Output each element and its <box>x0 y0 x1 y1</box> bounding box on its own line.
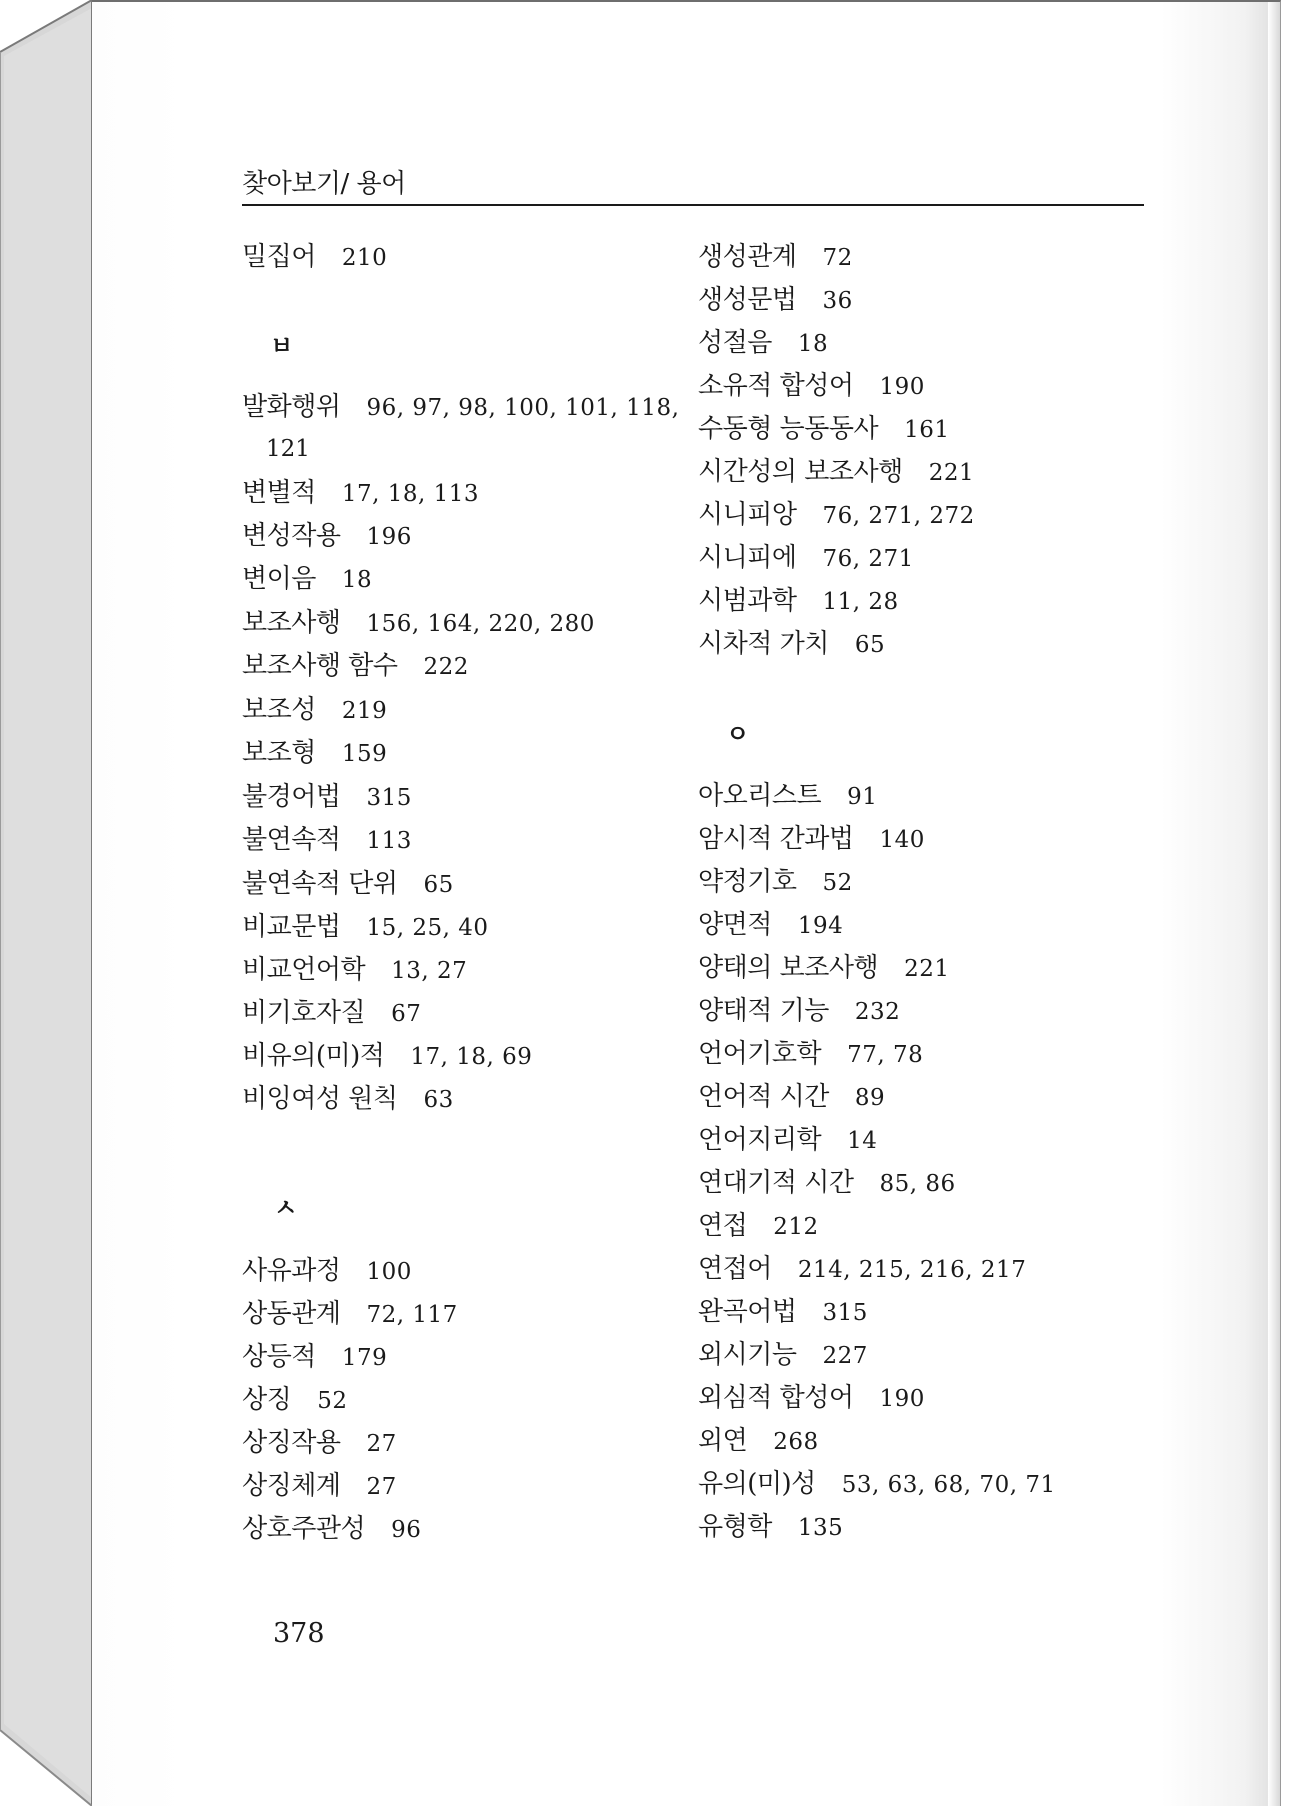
index-entry <box>242 871 454 897</box>
index-entry <box>698 545 914 571</box>
index-term: 보조사행 <box>242 608 341 638</box>
index-pages: 27 <box>366 1474 397 1500</box>
index-term: 비교문법 <box>242 912 341 942</box>
index-entry <box>242 653 469 679</box>
index-entry <box>698 998 900 1024</box>
index-term: 성절음 <box>698 328 772 358</box>
index-entry <box>698 287 853 313</box>
index-term: 외연 <box>698 1426 748 1456</box>
index-pages: 65 <box>423 872 454 898</box>
index-entry <box>698 330 828 356</box>
index-entry <box>242 480 479 506</box>
index-entry <box>698 1256 1026 1282</box>
index-pages: 65 <box>854 632 886 658</box>
index-pages: 14 <box>847 1128 878 1154</box>
index-pages: 140 <box>879 827 925 853</box>
index-term: 시니피에 <box>698 543 797 573</box>
index-pages: 315 <box>366 785 412 811</box>
index-entry <box>698 631 885 657</box>
index-pages: 89 <box>854 1085 886 1111</box>
index-entry <box>242 1086 454 1112</box>
index-entry <box>242 1473 397 1499</box>
index-pages: 96 <box>391 1517 422 1543</box>
index-pages: 63 <box>423 1087 454 1113</box>
index-pages: 159 <box>341 741 388 767</box>
index-pages: 53, 63, 68, 70, 71 <box>841 1472 1056 1498</box>
index-term: 시범과학 <box>698 586 797 616</box>
index-pages: 52 <box>822 870 853 896</box>
index-entry <box>698 416 949 442</box>
index-entry <box>698 1041 923 1067</box>
index-term: 언어기호학 <box>698 1039 822 1069</box>
index-term: 비교언어학 <box>242 955 366 985</box>
index-term: 상징 <box>242 1385 292 1415</box>
index-term: 연접어 <box>698 1254 772 1284</box>
index-pages: 156, 164, 220, 280 <box>366 611 595 637</box>
index-term: 사유과정 <box>242 1256 341 1286</box>
index-entry <box>698 1170 956 1196</box>
index-entry <box>242 610 595 636</box>
index-term: 상등적 <box>242 1342 316 1372</box>
index-term: 상징체계 <box>242 1471 341 1501</box>
index-pages: 52 <box>317 1388 348 1414</box>
index-term: 시니피앙 <box>698 500 797 530</box>
page-edge-shadow <box>1268 2 1280 1806</box>
index-term: 외심적 합성어 <box>698 1383 854 1413</box>
index-entry <box>698 459 974 485</box>
index-term: 생성관계 <box>698 242 797 272</box>
index-entry <box>242 1516 421 1542</box>
index-term: 유형학 <box>698 1512 772 1542</box>
index-entry <box>698 1299 868 1325</box>
index-term: 수동형 능동동사 <box>698 414 879 444</box>
index-term: 완곡어법 <box>698 1297 797 1327</box>
index-entry <box>242 1301 458 1327</box>
index-term: 약정기호 <box>698 867 797 897</box>
index-entry <box>242 566 372 592</box>
index-pages: 72 <box>822 245 853 271</box>
index-pages: 91 <box>847 784 878 810</box>
index-pages: 76, 271, 272 <box>822 503 975 529</box>
index-entry <box>242 1000 421 1026</box>
index-pages: 67 <box>391 1001 422 1027</box>
index-pages: 232 <box>854 999 901 1025</box>
index-term: 연대기적 시간 <box>698 1168 854 1198</box>
index-term: 언어적 시간 <box>698 1082 829 1112</box>
index-pages: 27 <box>366 1431 397 1457</box>
index-entry <box>698 869 853 895</box>
index-pages: 72, 117 <box>366 1302 458 1328</box>
index-entry <box>698 502 975 528</box>
index-pages: 36 <box>822 288 853 314</box>
index-term: 보조형 <box>242 738 316 768</box>
index-pages: 190 <box>879 374 925 400</box>
index-term: 보조사행 함수 <box>242 651 398 681</box>
index-entry <box>698 588 899 614</box>
index-pages: 161 <box>904 417 950 443</box>
index-term: 양면적 <box>698 910 772 940</box>
index-entry <box>242 1387 348 1413</box>
index-entry <box>698 1213 819 1239</box>
index-pages: 135 <box>797 1515 844 1541</box>
section-heading-o: ㅇ <box>726 720 750 748</box>
index-term: 아오리스트 <box>698 781 822 811</box>
index-entry <box>242 1043 532 1069</box>
section-heading-b: ㅂ <box>270 332 294 360</box>
index-pages: 77, 78 <box>847 1042 924 1068</box>
page-number: 378 <box>273 1618 325 1649</box>
index-entry <box>698 912 843 938</box>
index-term: 발화행위 <box>242 392 341 422</box>
index-term: 밀집어 <box>242 242 316 272</box>
index-term: 변이음 <box>242 564 316 594</box>
index-term: 비잉여성 원칙 <box>242 1084 398 1114</box>
index-entry <box>242 914 489 940</box>
index-term: 상동관계 <box>242 1299 341 1329</box>
index-entry <box>242 523 412 549</box>
header-title: 찾아보기/ 용어 <box>242 169 406 199</box>
index-pages: 315 <box>822 1300 868 1326</box>
index-term: 상징작용 <box>242 1428 341 1458</box>
index-pages: 190 <box>879 1386 925 1412</box>
index-pages: 13, 27 <box>391 958 468 984</box>
index-entry <box>242 1430 397 1456</box>
index-pages: 96, 97, 98, 100, 101, 118, <box>366 395 680 421</box>
index-entry <box>242 827 412 853</box>
index-pages: 100 <box>366 1259 412 1285</box>
index-term: 비기호자질 <box>242 998 366 1028</box>
index-pages: 18 <box>341 567 373 593</box>
index-entry <box>698 1127 877 1153</box>
index-pages: 268 <box>773 1429 819 1455</box>
index-term: 외시기능 <box>698 1340 797 1370</box>
index-term: 연접 <box>698 1211 748 1241</box>
index-pages: 219 <box>341 698 388 724</box>
index-entry <box>698 1428 819 1454</box>
index-entry <box>242 1258 412 1284</box>
index-pages: 222 <box>423 654 469 680</box>
index-entry <box>242 740 387 766</box>
index-entry <box>698 373 925 399</box>
index-entry <box>242 957 467 983</box>
index-term: 불경어법 <box>242 782 341 812</box>
index-pages: 221 <box>904 956 950 982</box>
index-pages: 212 <box>773 1214 819 1240</box>
index-entry <box>698 1514 843 1540</box>
index-entry <box>242 697 387 723</box>
index-term: 언어지리학 <box>698 1125 822 1155</box>
index-entry <box>698 1471 1056 1497</box>
index-entry <box>698 955 949 981</box>
index-term: 변별적 <box>242 478 316 508</box>
index-entry <box>242 244 387 270</box>
index-entry <box>698 1084 885 1110</box>
index-entry <box>698 1385 925 1411</box>
index-term: 암시적 간과법 <box>698 824 854 854</box>
index-pages: 11, 28 <box>822 589 899 615</box>
index-pages: 17, 18, 113 <box>341 481 480 507</box>
index-term: 변성작용 <box>242 521 341 551</box>
index-entry <box>698 826 925 852</box>
index-entry <box>242 394 679 420</box>
index-pages: 221 <box>928 460 975 486</box>
index-term: 시차적 가치 <box>698 629 829 659</box>
index-pages: 179 <box>341 1345 388 1371</box>
index-term: 생성문법 <box>698 285 797 315</box>
index-pages: 76, 271 <box>822 546 914 572</box>
index-term: 불연속적 <box>242 825 341 855</box>
index-pages: 113 <box>366 828 412 854</box>
index-entry <box>698 783 877 809</box>
index-pages: 18 <box>797 331 829 357</box>
index-term: 비유의(미)적 <box>242 1041 385 1071</box>
index-pages: 15, 25, 40 <box>366 915 489 941</box>
index-term: 유의(미)성 <box>698 1469 816 1499</box>
index-pages: 227 <box>822 1343 868 1369</box>
index-pages-continuation: 121 <box>266 436 310 462</box>
index-term: 시간성의 보조사행 <box>698 457 903 487</box>
index-term: 소유적 합성어 <box>698 371 854 401</box>
index-pages: 194 <box>797 913 844 939</box>
section-heading-s: ㅅ <box>274 1194 298 1222</box>
index-term: 양태적 기능 <box>698 996 829 1026</box>
index-entry <box>698 1342 868 1368</box>
index-entry <box>242 1344 387 1370</box>
index-pages: 210 <box>341 245 388 271</box>
index-term: 양태의 보조사행 <box>698 953 879 983</box>
index-entry <box>698 244 853 270</box>
index-term: 보조성 <box>242 695 316 725</box>
index-pages: 196 <box>366 524 412 550</box>
index-pages: 214, 215, 216, 217 <box>797 1257 1027 1283</box>
index-pages: 17, 18, 69 <box>410 1044 533 1070</box>
index-term: 상호주관성 <box>242 1514 366 1544</box>
book-spine <box>0 0 92 1806</box>
index-pages: 85, 86 <box>879 1171 956 1197</box>
page-header <box>242 160 1144 206</box>
index-term: 불연속적 단위 <box>242 869 398 899</box>
index-entry <box>242 784 412 810</box>
